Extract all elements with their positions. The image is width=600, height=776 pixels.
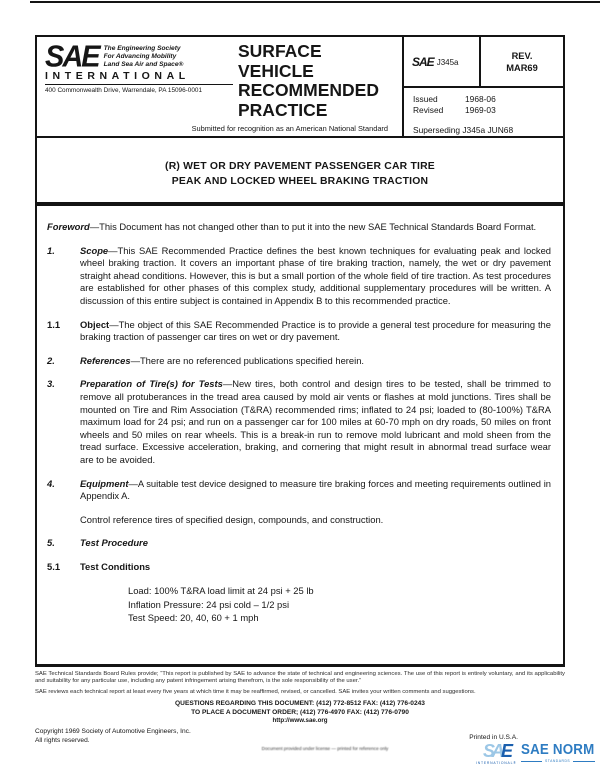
doc-code: J345a	[436, 58, 459, 67]
doc-code-row	[404, 37, 563, 88]
section-number: 4.	[47, 477, 55, 489]
section-label: Scope	[80, 244, 109, 256]
title-line-2: PEAK AND LOCKED WHEEL BRAKING TRACTION	[171, 176, 429, 187]
sae-norm-name: SAE NORM	[520, 742, 594, 758]
doc-type-line: VEHICLE	[238, 60, 314, 81]
condition-inflation: Inflation Pressure: 24 psi cold – 1/2 psi	[128, 598, 290, 610]
revised-value: 1969-03	[465, 105, 496, 115]
issued-row	[413, 94, 563, 105]
section-label: Test Conditions	[80, 560, 151, 572]
section-label: Test Procedure	[80, 537, 148, 549]
section-label: Preparation of Tire(s) for Tests	[80, 378, 223, 390]
section-text-block	[80, 478, 551, 503]
section-text: —There are no referenced publications specified herein.	[130, 354, 365, 366]
spacer-cell	[47, 584, 80, 624]
issued-value: 1968-06	[465, 94, 496, 104]
international-label: INTERNATIONAL	[45, 70, 233, 85]
address-line: 400 Commonwealth Drive, Warrendale, PA 15096-0001	[45, 87, 203, 94]
footer-disclaimer-1: SAE Technical Standards Board Rules provide; “This report is published by SAE to advance the state of technical and engineering sciences. The use of this report is entirely voluntary, and its applicability and suitability for any particular use, including any patent infringement arising therefrom, is the sole responsibility of the user.”	[35, 671, 565, 685]
test-conditions-list	[47, 584, 551, 624]
condition-load: Load: 100% T&RA load limit at 24 psi + 25 lb	[128, 585, 314, 597]
section-number: 5.	[47, 537, 55, 549]
section-text-block	[80, 561, 551, 574]
section-label: Object	[80, 318, 110, 330]
license-stamp: Document provided under license — printed for reference only	[261, 746, 389, 751]
section-scope	[47, 245, 551, 308]
condition-speed: Test Speed: 20, 40, 60 + 1 mph	[128, 611, 259, 623]
section-label: Equipment	[80, 477, 129, 489]
sae-norm-sae-icon: SAE	[483, 741, 510, 761]
copyright-line-2: All rights reserved.	[35, 737, 90, 744]
copyright-line-1: Copyright 1969 Society of Automotive Engineers, Inc.	[35, 728, 191, 735]
section-text-block	[80, 245, 551, 308]
tagline-line: For Advancing Mobility	[103, 53, 177, 61]
tagline-line: Land Sea Air and Space®	[103, 61, 184, 69]
section-text-block	[80, 319, 551, 344]
copyright-block	[35, 727, 191, 745]
footer-contact-block	[35, 700, 565, 717]
section-number: 1.1	[47, 318, 61, 330]
sae-mark-small: SAE	[412, 54, 434, 69]
section-number: 2.	[47, 354, 55, 366]
doc-type-line: RECOMMENDED	[238, 80, 379, 100]
rule-left	[521, 761, 542, 762]
scan-edge-line	[30, 1, 600, 3]
spacer-cell	[47, 514, 80, 527]
revised-row	[413, 105, 563, 116]
footer-disclaimer-2: SAE reviews each technical report at least every five years at which time it may be reaffirmed, revised, or cancelled. SAE invites your written comments and suggestions.	[35, 689, 476, 695]
section-test-conditions	[47, 561, 551, 574]
sae-norm-international: INTERNATIONAL®	[476, 761, 517, 765]
foreword-text: —This Document has not changed other than to put it into the new SAE Technical Standards Board Format.	[89, 221, 537, 232]
section-number: 3.	[47, 378, 55, 390]
superseding-note: Superseding J345a JUN68	[413, 125, 514, 135]
equipment-extra-text: Control reference tires of specified design, compounds, and construction.	[80, 513, 384, 525]
rev-label: REV.	[511, 50, 533, 61]
doc-type-line: SURFACE	[238, 41, 322, 61]
section-text: —This SAE Recommended Practice defines the best known techniques for evaluating peak and locked wheel braking traction. It covers an important phase of tire braking traction, namely, the wet or dry pavement straight ahead conditions. However, this is but a small portion of the whole field of tire traction. As test procedures are established for other phases of this complex study, additional supplementary procedures will be written. A discussion of this entire subject is contained in Appendix B to this recommended practice.	[80, 244, 551, 306]
title-band	[37, 138, 563, 206]
tagline-line: The Engineering Society	[103, 45, 181, 52]
sae-logo-block	[45, 40, 233, 94]
section-label: References	[80, 354, 131, 366]
equipment-extra-paragraph	[47, 514, 551, 527]
section-references	[47, 355, 551, 368]
foreword-paragraph	[47, 221, 551, 234]
header-right-block	[404, 37, 563, 136]
questions-line-2: TO PLACE A DOCUMENT ORDER; (412) 776-4970 FAX: (412) 776-0790	[191, 708, 409, 716]
section-text-block	[80, 355, 551, 368]
sae-norm-logo	[476, 743, 594, 771]
page-frame	[35, 35, 565, 667]
doc-code-cell	[404, 37, 481, 86]
sae-norm-mark	[476, 743, 517, 765]
foreword-label: Foreword	[47, 221, 90, 232]
section-test-procedure	[47, 537, 551, 550]
rule-right	[573, 761, 594, 762]
conditions-block	[128, 584, 551, 624]
section-text: —New tires, both control and design tires to be tested, shall be trimmed to remove all protuberances in the tread area caused by mold air vents or flashes at mold junctions. Tires shall be mounted on Tire and Rim Association (T&RA) recommended rims; inflated to 24 psi; loaded to (80-100%) T&RA maximum load for 24 psi; and run on a passenger car for 100 miles at 60-70 mph on dry roads, 50 miles on front wheels and 50 miles on rear wheels. This is a break-in run to remove mold lubricant and mold sheen from the tread surface. Excessive acceleration, braking, and cornering that might result in abnormal tread surface wear are to be avoided.	[80, 378, 551, 465]
section-preparation	[47, 378, 551, 466]
section-text: —A suitable test device designed to measure tire braking forces and meeting requirements outlined in Appendix A.	[80, 477, 551, 502]
document-body	[37, 206, 563, 624]
sae-logo: SAE	[45, 40, 99, 74]
revised-label: Revised	[413, 105, 444, 115]
sae-logo-row	[45, 40, 233, 74]
footer-url: http://www.sae.org	[272, 717, 328, 724]
section-text: —The object of this SAE Recommended Practice is to provide a general test procedure for measuring the braking traction of passenger car tires on wet or dry pavement.	[80, 318, 551, 343]
questions-line-1: QUESTIONS REGARDING THIS DOCUMENT: (412) 772-8512 FAX: (412) 776-0243	[175, 700, 425, 707]
sae-norm-subtitle-row	[521, 759, 595, 763]
section-number: 5.1	[47, 560, 61, 572]
section-text-block	[80, 537, 551, 550]
section-number: 1.	[47, 244, 55, 256]
doc-type-line: PRACTICE	[238, 99, 328, 120]
title-line-1: (R) WET OR DRY PAVEMENT PASSENGER CAR TIRE	[165, 161, 435, 172]
sae-norm-subtitle: STANDARDS	[545, 759, 571, 763]
revision-cell	[481, 37, 563, 86]
issue-info	[404, 88, 563, 136]
section-object	[47, 319, 551, 344]
issued-label: Issued	[413, 94, 438, 104]
document-header	[37, 37, 563, 138]
printed-note: Printed in U.S.A.	[469, 734, 518, 741]
rev-value: MAR69	[506, 62, 538, 73]
section-equipment	[47, 478, 551, 503]
sae-tagline	[104, 45, 184, 70]
document-type-title	[238, 42, 406, 120]
submitted-note: Submitted for recognition as an American National Standard	[191, 124, 388, 133]
section-text-block	[80, 378, 551, 466]
sae-norm-text-block	[521, 743, 600, 763]
